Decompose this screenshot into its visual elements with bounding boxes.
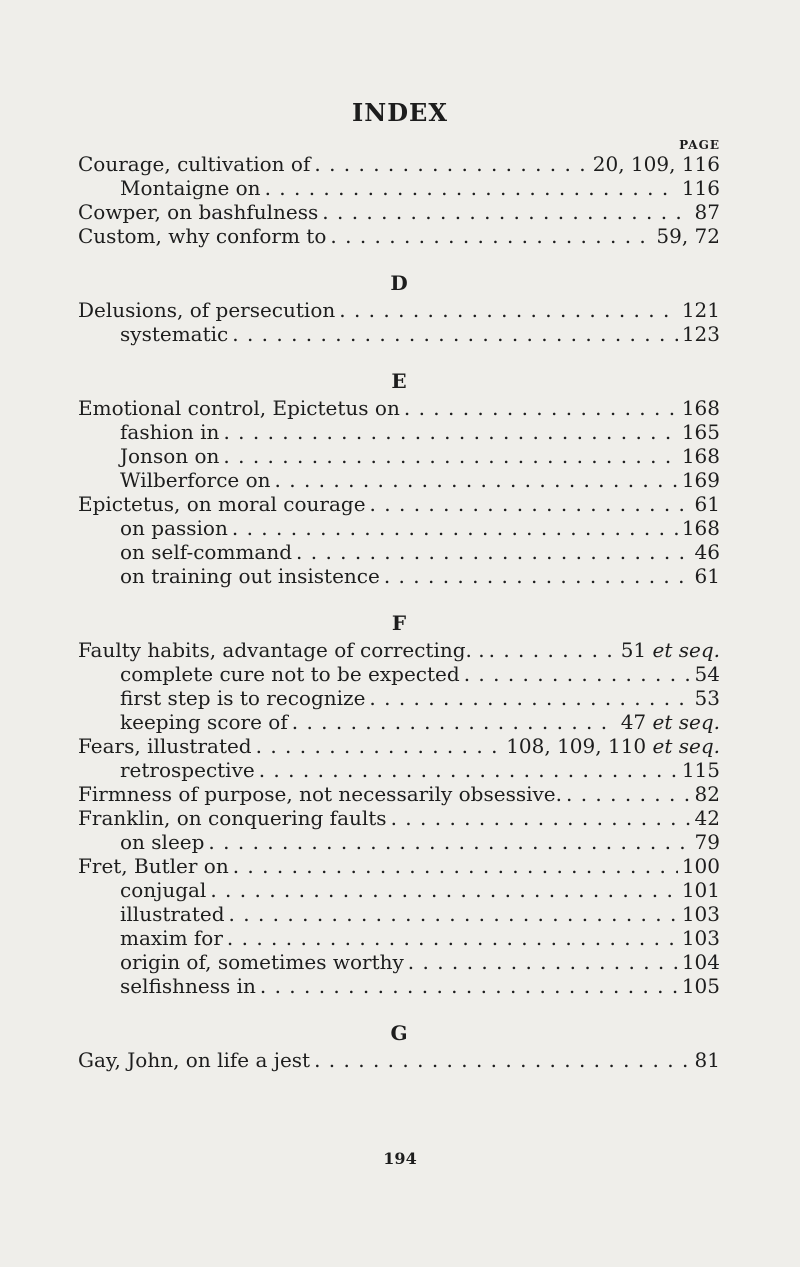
entry-pages [695, 492, 720, 516]
page-numbers: 81 [694, 1048, 720, 1072]
dot-leader [260, 974, 678, 998]
entry-pages [695, 830, 720, 854]
page-numbers: 165 [681, 420, 720, 444]
page-numbers: 53 [694, 686, 720, 710]
entry-pages [621, 710, 720, 734]
page-numbers: 104 [681, 950, 720, 974]
page-numbers: 121 [681, 298, 720, 322]
entry-text: systematic [120, 322, 229, 346]
entry-text: Faulty habits, advantage of correcting. . [78, 638, 485, 662]
index-entry [78, 734, 720, 758]
index-subentry [78, 662, 720, 686]
page-numbers: 61 [694, 492, 720, 516]
index-subentry [78, 564, 720, 588]
page-numbers: 46 [694, 540, 720, 564]
page-numbers: 47 [620, 710, 647, 734]
dot-leader [314, 152, 588, 176]
section-letter: F [391, 611, 407, 635]
page-numbers: 168 [681, 516, 720, 540]
dot-leader [292, 710, 617, 734]
index-subentry [78, 420, 720, 444]
dot-leader [322, 200, 690, 224]
dot-leader [223, 444, 677, 468]
entry-pages [695, 662, 720, 686]
page-numbers: 169 [681, 468, 720, 492]
entry-text: Fret, Butler on [78, 854, 229, 878]
entry-text: maxim for [120, 926, 223, 950]
entry-text: Cowper, on bashfulness [78, 200, 319, 224]
dot-leader [566, 782, 691, 806]
index-entry [78, 638, 720, 662]
dot-leader [208, 830, 690, 854]
entry-pages [682, 468, 720, 492]
index-subentry [78, 926, 720, 950]
dot-leader [275, 468, 678, 492]
index-entry [78, 854, 720, 878]
index-list [78, 152, 720, 1072]
entry-pages [682, 950, 720, 974]
dot-leader [339, 298, 678, 322]
entry-text: Custom, why conform to [78, 224, 327, 248]
dot-leader [229, 902, 678, 926]
page-numbers: 54 [694, 662, 720, 686]
page-numbers: 79 [694, 830, 720, 854]
entry-text: first step is to recognize [120, 686, 366, 710]
section-letter: G [390, 1021, 408, 1045]
entry-text: Montaigne on [120, 176, 261, 200]
index-subentry [78, 540, 720, 564]
entry-pages [682, 420, 720, 444]
page-number: 194 [383, 1149, 417, 1168]
entry-text: Gay, John, on life a jest [78, 1048, 311, 1072]
entry-text: on self-command [120, 540, 293, 564]
entry-pages [593, 152, 720, 176]
index-entry [78, 396, 720, 420]
index-entry [78, 224, 720, 248]
index-subentry [78, 950, 720, 974]
entry-text: conjugal [120, 878, 207, 902]
index-subentry [78, 686, 720, 710]
index-subentry [78, 974, 720, 998]
entry-pages [682, 902, 720, 926]
index-entry [78, 1048, 720, 1072]
dot-leader [256, 734, 503, 758]
dot-leader [330, 224, 652, 248]
dot-leader [296, 540, 691, 564]
entry-text: Wilberforce on [120, 468, 271, 492]
index-subentry [78, 322, 720, 346]
entry-text: retrospective [120, 758, 255, 782]
page-numbers: 123 [681, 322, 720, 346]
index-subentry [78, 878, 720, 902]
entry-text: keeping score of [120, 710, 288, 734]
entry-text: Courage, cultivation of [78, 152, 311, 176]
page-column-label: PAGE [679, 138, 720, 152]
entry-pages [656, 224, 720, 248]
entry-pages [695, 1048, 720, 1072]
entry-pages [682, 396, 720, 420]
entry-pages [695, 540, 720, 564]
entry-pages [695, 806, 720, 830]
page-numbers: 61 [694, 564, 720, 588]
page-numbers: 42 [694, 806, 720, 830]
index-subentry [78, 830, 720, 854]
entry-text: Delusions, of persecution [78, 298, 336, 322]
section-letter: E [391, 369, 407, 393]
page-numbers: 168 [681, 444, 720, 468]
index-subentry [78, 758, 720, 782]
page-numbers: 100 [681, 854, 720, 878]
dot-leader [464, 662, 691, 686]
entry-text: on passion [120, 516, 228, 540]
entry-text: Jonson on [120, 444, 220, 468]
entry-text: Emotional control, Epictetus on [78, 396, 400, 420]
page-numbers: 115 [681, 758, 720, 782]
et-seq: et seq. [652, 710, 720, 734]
dot-leader [259, 758, 678, 782]
et-seq: et seq. [652, 638, 720, 662]
page-numbers: 168 [681, 396, 720, 420]
entry-text: Franklin, on conquering faults [78, 806, 387, 830]
entry-pages [682, 516, 720, 540]
dot-leader [369, 686, 690, 710]
entry-pages [682, 176, 720, 200]
dot-leader [210, 878, 677, 902]
index-entry [78, 298, 720, 322]
index-entry [78, 152, 720, 176]
dot-leader [265, 176, 678, 200]
index-subentry [78, 176, 720, 200]
page-numbers: 108, 109, 110 [506, 734, 647, 758]
page-numbers: 51 [620, 638, 647, 662]
dot-leader [489, 638, 617, 662]
entry-pages [695, 686, 720, 710]
page-numbers: 116 [681, 176, 720, 200]
entry-pages [695, 200, 720, 224]
dot-leader [232, 516, 678, 540]
entry-text: on sleep [120, 830, 205, 854]
entry-pages [682, 758, 720, 782]
dot-leader [223, 420, 677, 444]
entry-pages [695, 564, 720, 588]
entry-text: Epictetus, on moral courage [78, 492, 366, 516]
entry-text: fashion in [120, 420, 220, 444]
page-numbers: 105 [681, 974, 720, 998]
dot-leader [314, 1048, 690, 1072]
page-numbers: 20, 109, 116 [592, 152, 720, 176]
dot-leader [408, 950, 678, 974]
index-entry [78, 806, 720, 830]
index-entry [78, 492, 720, 516]
page-numbers: 87 [694, 200, 720, 224]
entry-pages [682, 854, 720, 878]
dot-leader [370, 492, 691, 516]
index-subentry [78, 902, 720, 926]
page-title: INDEX [352, 98, 448, 127]
dot-leader [391, 806, 691, 830]
index-subentry [78, 516, 720, 540]
entry-pages [682, 878, 720, 902]
index-entry [78, 200, 720, 224]
page-numbers: 59, 72 [656, 224, 720, 248]
entry-text: illustrated [120, 902, 225, 926]
entry-text: selfishness in [120, 974, 256, 998]
entry-pages [506, 734, 720, 758]
entry-pages [682, 444, 720, 468]
index-subentry [78, 444, 720, 468]
dot-leader [384, 564, 691, 588]
dot-leader [404, 396, 678, 420]
page-numbers: 101 [681, 878, 720, 902]
entry-text: Fears, illustrated [78, 734, 252, 758]
dot-leader [233, 854, 678, 878]
entry-pages [682, 974, 720, 998]
index-entry [78, 782, 720, 806]
dot-leader [232, 322, 678, 346]
index-subentry [78, 468, 720, 492]
page-numbers: 82 [694, 782, 720, 806]
entry-pages [682, 322, 720, 346]
entry-text: complete cure not to be expected [120, 662, 460, 686]
et-seq: et seq. [652, 734, 720, 758]
entry-pages [682, 298, 720, 322]
entry-text: on training out insistence [120, 564, 380, 588]
entry-pages [682, 926, 720, 950]
section-letter: D [390, 271, 408, 295]
page-numbers: 103 [681, 926, 720, 950]
entry-text: origin of, sometimes worthy [120, 950, 404, 974]
index-subentry [78, 710, 720, 734]
entry-pages [695, 782, 720, 806]
entry-pages [621, 638, 720, 662]
dot-leader [227, 926, 678, 950]
page-numbers: 103 [681, 902, 720, 926]
entry-text: Firmness of purpose, not necessarily obsessive. [78, 782, 562, 806]
